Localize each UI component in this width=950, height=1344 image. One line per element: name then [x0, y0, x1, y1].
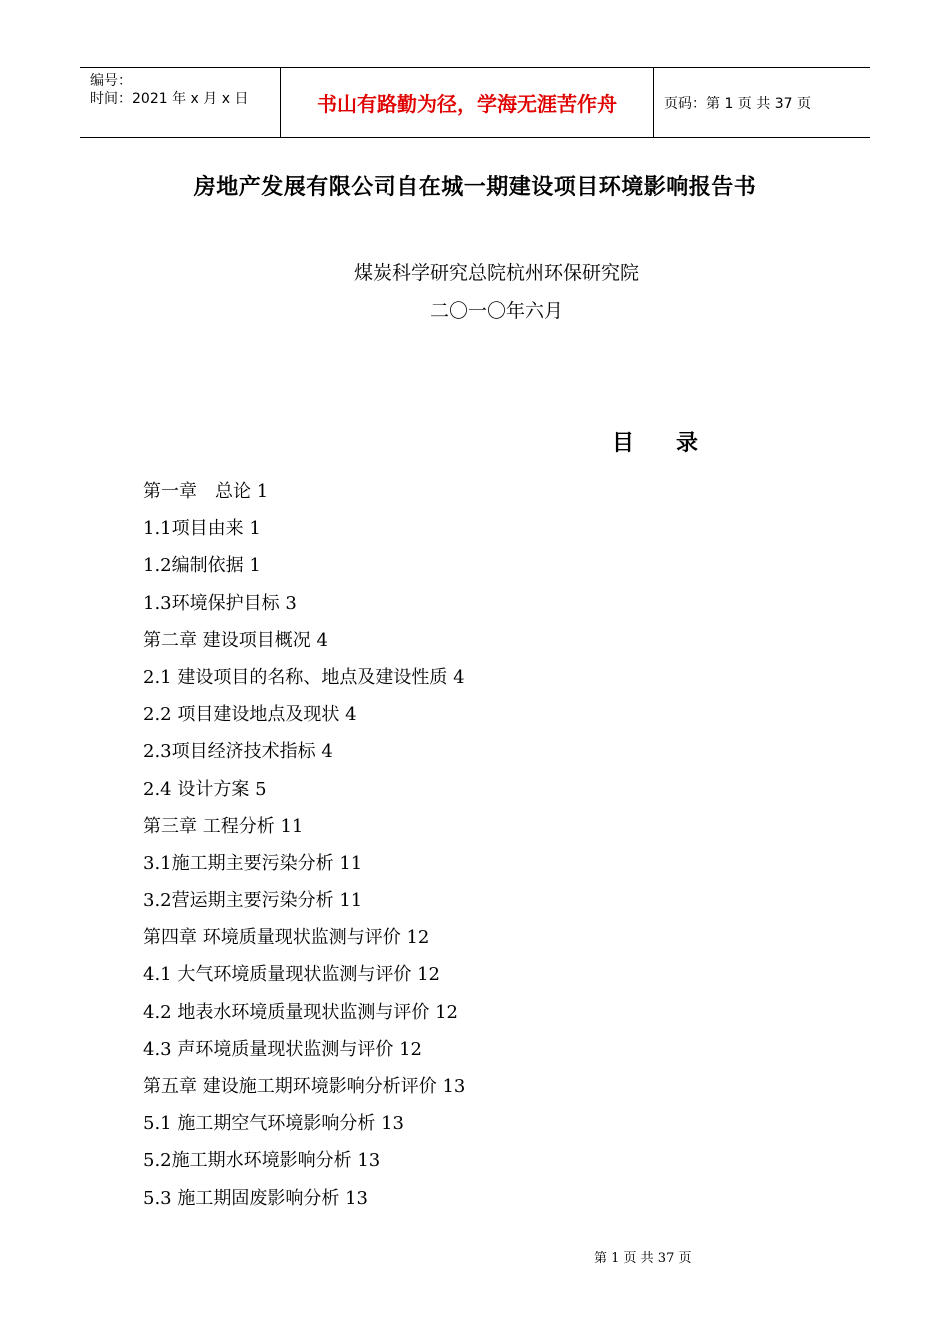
header-motto-cell: [281, 68, 654, 137]
toc-entry[interactable]: 第一章 总论 1: [143, 481, 269, 502]
toc-entry[interactable]: 3.1施工期主要污染分析 11: [143, 852, 363, 874]
toc-entry[interactable]: 4.1 大气环境质量现状监测与评价 12: [143, 964, 440, 986]
toc-entry[interactable]: 第四章 环境质量现状监测与评价 12: [143, 927, 430, 949]
toc-entry[interactable]: 4.2 地表水环境质量现状监测与评价 12: [143, 1001, 458, 1023]
toc-entry[interactable]: 5.3 施工期固废影响分析 13: [143, 1187, 368, 1209]
header-page-cell: [654, 68, 870, 137]
header-meta-cell: [80, 68, 281, 137]
toc-entry[interactable]: 5.2施工期水环境影响分析 13: [143, 1150, 381, 1172]
toc-entry[interactable]: 1.3环境保护目标 3: [143, 592, 297, 614]
toc-entry[interactable]: 第二章 建设项目概况 4: [143, 629, 328, 651]
toc-entry[interactable]: 1.2编制依据 1: [143, 555, 261, 577]
toc-entry[interactable]: 5.1 施工期空气环境影响分析 13: [143, 1113, 404, 1135]
document-title: 房地产发展有限公司自在城一期建设项目环境影响报告书: [193, 175, 757, 200]
header-table: [80, 67, 870, 138]
toc-entry[interactable]: 第三章 工程分析 11: [143, 815, 304, 837]
toc-entry[interactable]: 第五章 建设施工期环境影响分析评价 13: [143, 1076, 466, 1097]
toc-entry[interactable]: 2.4 设计方案 5: [143, 778, 267, 800]
toc-entry[interactable]: 3.2营运期主要污染分析 11: [143, 890, 363, 912]
document-date: 二〇一〇年六月: [429, 300, 563, 322]
motto-text: 书山有路勤为径，学海无涯苦作舟: [317, 92, 617, 116]
header-page-info: 页码：第 1 页 共 37 页: [664, 95, 811, 112]
table-of-contents: [143, 478, 465, 1222]
toc-entry[interactable]: 2.3项目经济技术指标 4: [143, 741, 333, 763]
toc-entry[interactable]: 1.1项目由来 1: [143, 518, 261, 540]
time-label: 时间：2021 年 x 月 x 日: [90, 91, 249, 107]
organization-name: 煤炭科学研究总院杭州环保研究院: [353, 262, 639, 284]
page-footer: 第 1 页 共 37 页: [594, 1251, 692, 1266]
toc-heading: 目录: [612, 431, 741, 456]
number-label: 编号：: [90, 73, 132, 89]
toc-entry[interactable]: 2.2 项目建设地点及现状 4: [143, 704, 357, 726]
toc-entry[interactable]: 4.3 声环境质量现状监测与评价 12: [143, 1038, 422, 1060]
toc-entry[interactable]: 2.1 建设项目的名称、地点及建设性质 4: [143, 666, 465, 688]
